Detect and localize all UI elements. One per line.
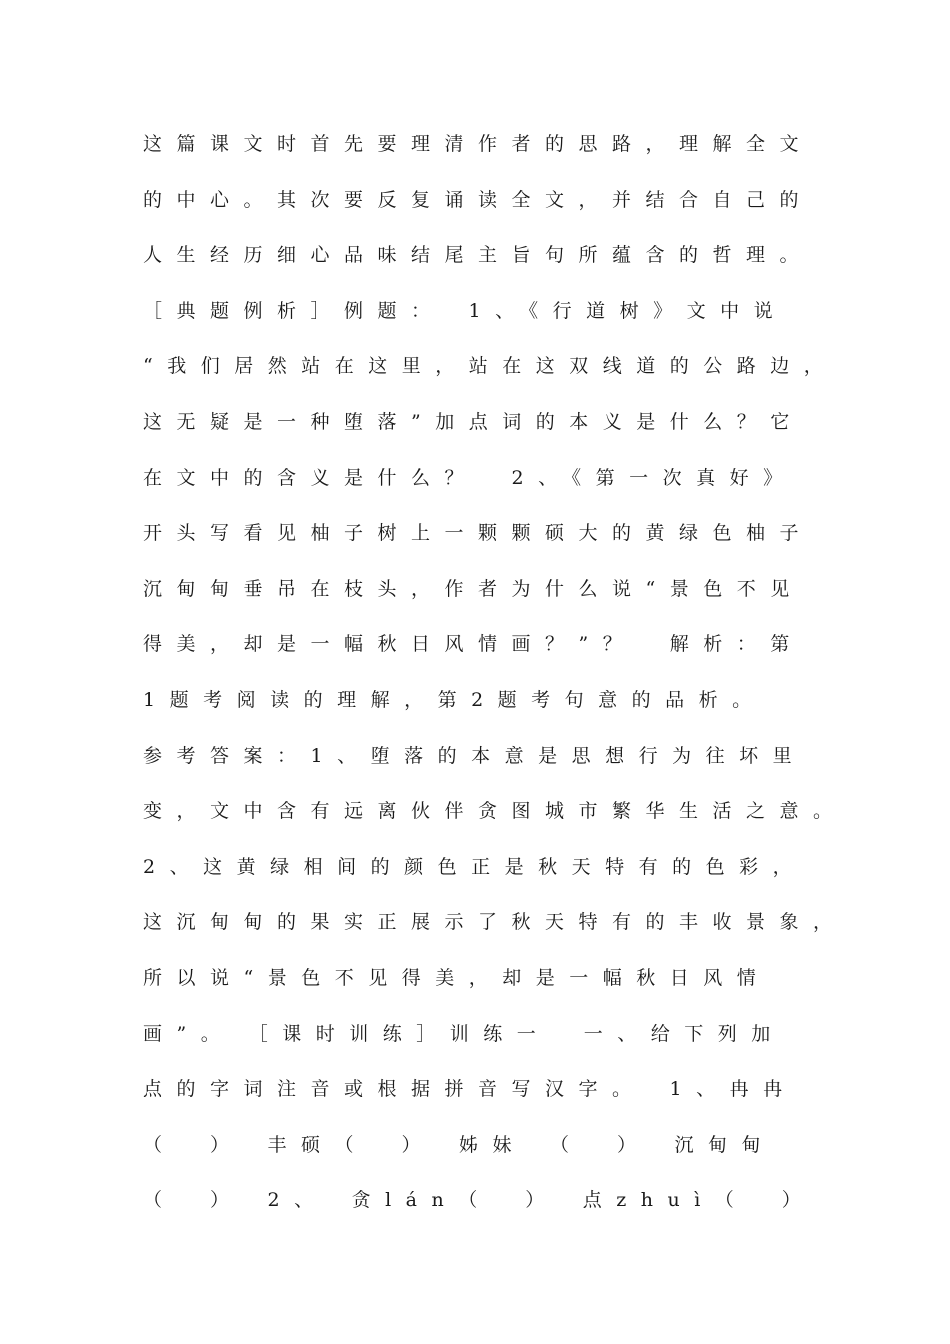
text-line-9: 沉甸甸垂吊在枝头，作者为什么说“景色不见: [143, 577, 804, 600]
text-line-16: 所以说“景色不见得美，却是一幅秋日风情: [143, 966, 771, 989]
text-line-12: 参考答案：1、堕落的本意是思想行为往坏里: [143, 744, 807, 767]
text-line-11: 1题考阅读的理解，第2题考句意的品析。: [143, 688, 766, 711]
text-line-19: （ ） 丰硕（ ） 姊妹 （ ） 沉甸甸: [143, 1133, 776, 1156]
text-line-6: 这无疑是一种堕落”加点词的本义是什么？它: [143, 410, 804, 433]
text-line-13: 变，文中含有远离伙伴贪图城市繁华生活之意。: [143, 800, 847, 823]
text-line-4: ［典题例析］例题： 1、《行道树》文中说: [143, 299, 788, 322]
text-line-5: “我们居然站在这里，站在这双线道的公路边，: [143, 355, 838, 378]
text-line-10: 得美，却是一幅秋日风情画？”？ 解析：第: [143, 633, 804, 656]
text-line-20: （ ） 2、 贪lán（ ） 点zhuì（ ）: [143, 1189, 816, 1212]
text-line-14: 2、这黄绿相间的颜色正是秋天特有的色彩，: [143, 855, 807, 878]
text-line-7: 在文中的含义是什么？ 2、《第一次真好》: [143, 466, 797, 489]
text-line-1: 这篇课文时首先要理清作者的思路，理解全文: [143, 133, 814, 155]
text-line-17: 画”。 ［课时训练］训练一 一、给下列加: [143, 1022, 785, 1045]
text-line-18: 点的字词注音或根据拼音写汉字。 1、冉冉: [143, 1078, 797, 1101]
text-line-8: 开头写看见柚子树上一颗颗硕大的黄绿色柚子: [143, 522, 814, 545]
text-line-3: 人生经历细心品味结尾主旨句所蕴含的哲理。: [143, 244, 814, 267]
text-line-2: 的中心。其次要反复诵读全文，并结合自己的: [143, 188, 814, 211]
text-line-15: 这沉甸甸的果实正展示了秋天特有的丰收景象，: [143, 911, 847, 934]
body-text: [143, 128, 847, 1240]
